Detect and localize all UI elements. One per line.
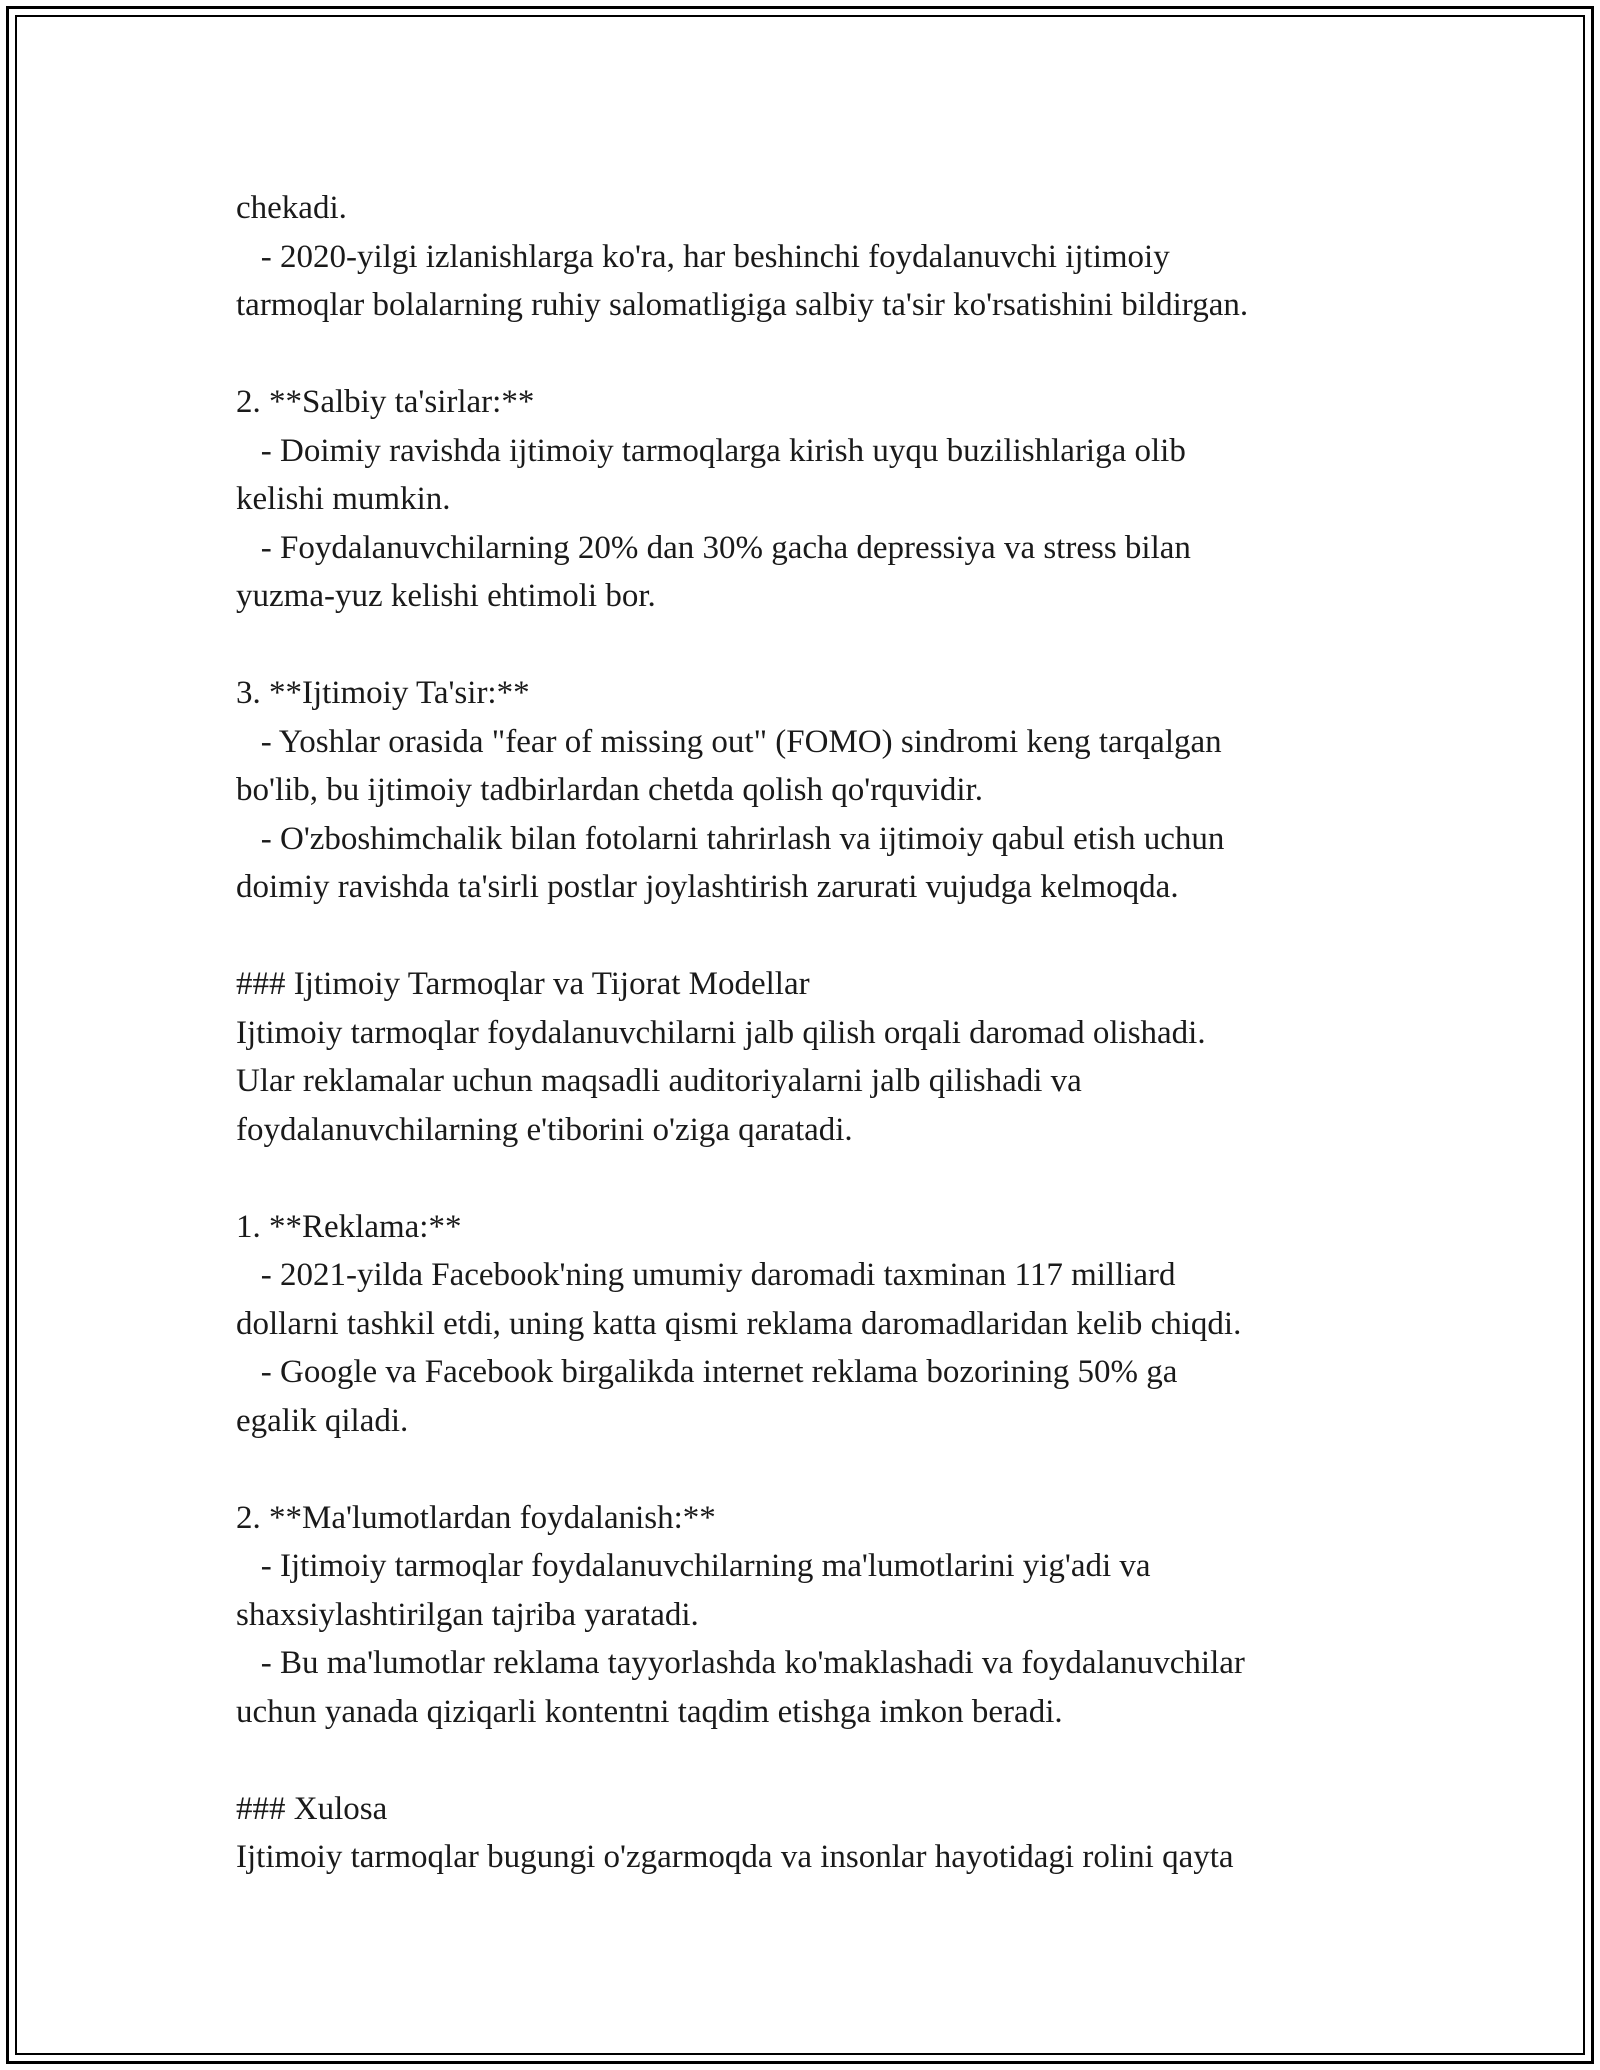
text-line: - 2020-yilgi izlanishlarga ko'ra, har beshinchi foydalanuvchi ijtimoiy [236, 238, 1170, 275]
text-line: - Bu ma'lumotlar reklama tayyorlashda ko'maklashadi va foydalanuvchilar [236, 1645, 1245, 1681]
text-line: foydalanuvchilarning e'tiborini o'ziga qaratadi. [236, 1111, 853, 1148]
section-heading: ### Xulosa [236, 1790, 388, 1827]
text-line: kelishi mumkin. [236, 481, 451, 517]
list-heading: 1. **Reklama:** [236, 1208, 462, 1245]
text-line: - Yoshlar orasida "fear of missing out" (FOMO) sindromi keng tarqalgan [236, 723, 1222, 760]
text-line: shaxsiylashtirilgan tajriba yaratadi. [236, 1596, 699, 1633]
section-heading: ### Ijtimoiy Tarmoqlar va Tijorat Modellar [236, 966, 810, 1002]
text-line: Ijtimoiy tarmoqlar foydalanuvchilarni jalb qilish orqali daromad olishadi. [236, 1014, 1206, 1051]
text-line: - Ijtimoiy tarmoqlar foydalanuvchilarning ma'lumotlarini yig'adi va [236, 1548, 1151, 1584]
text-line: egalik qiladi. [236, 1402, 409, 1439]
blank-line [236, 1445, 1416, 1494]
text-line: uchun yanada qiziqarli kontentni taqdim etishga imkon beradi. [236, 1693, 1063, 1730]
blank-line [236, 912, 1416, 961]
text-line: doimiy ravishda ta'sirli postlar joylashtirish zarurati vujudga kelmoqda. [236, 869, 1179, 905]
text-line: tarmoqlar bolalarning ruhiy salomatligiga salbiy ta'sir ko'rsatishini bildirgan. [236, 287, 1249, 323]
list-heading: 3. **Ijtimoiy Ta'sir:** [236, 675, 530, 711]
blank-line [236, 330, 1416, 379]
text-line: Ular reklamalar uchun maqsadli auditoriyalarni jalb qilishadi va [236, 1063, 1082, 1099]
text-line: - Doimiy ravishda ijtimoiy tarmoqlarga kirish uyqu buzilishlariga olib [236, 432, 1186, 469]
text-line: - Google va Facebook birgalikda internet reklama bozorining 50% ga [236, 1354, 1178, 1390]
text-line: - O'zboshimchalik bilan fotolarni tahrirlash va ijtimoiy qabul etish uchun [236, 820, 1225, 857]
text-line: yuzma-yuz kelishi ehtimoli bor. [236, 578, 656, 614]
text-line: bo'lib, bu ijtimoiy tadbirlardan chetda qolish qo'rquvidir. [236, 772, 983, 808]
list-heading: 2. **Ma'lumotlardan foydalanish:** [236, 1499, 716, 1536]
blank-line [236, 1736, 1416, 1785]
text-line: - 2021-yilda Facebook'ning umumiy daromadi taxminan 117 milliard [236, 1257, 1176, 1293]
blank-line [236, 621, 1416, 670]
text-line: chekadi. [236, 190, 347, 226]
text-line: - Foydalanuvchilarning 20% dan 30% gacha depressiya va stress bilan [236, 529, 1191, 566]
blank-line [236, 1154, 1416, 1203]
text-line: dollarni tashkil etdi, uning katta qismi reklama daromadlaridan kelib chiqdi. [236, 1305, 1242, 1342]
text-line: Ijtimoiy tarmoqlar bugungi o'zgarmoqda va insonlar hayotidagi rolini qayta [236, 1839, 1234, 1875]
document-body [236, 184, 1416, 1882]
list-heading: 2. **Salbiy ta'sirlar:** [236, 384, 535, 420]
